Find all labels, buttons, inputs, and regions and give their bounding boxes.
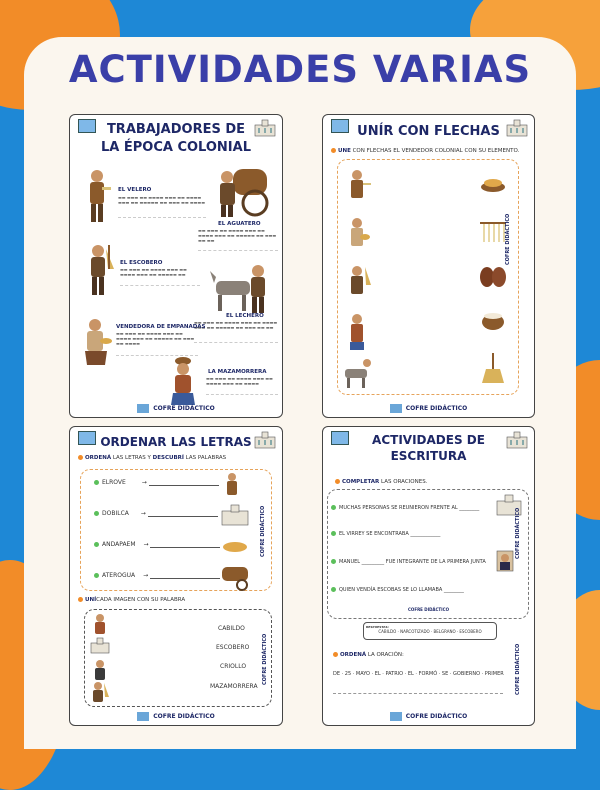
sentence-4: QUIEN VENDÍA ESCOBAS SE LO LLAMABA ________ — [331, 587, 464, 593]
sheet2-footer — [323, 404, 534, 413]
sheet4-brand: COFRE DIDÁCTICO — [405, 713, 468, 720]
worksheet-ordenar-letras — [69, 426, 283, 726]
aguatero-figure-icon — [215, 163, 270, 218]
cabildo-icon — [222, 505, 248, 525]
word-bank-words: CABILDO · NARCOTIZADO · BELGRANO · ESCOBERO — [378, 629, 482, 634]
sheet1-title-line1: TRABAJADORES DE — [106, 122, 246, 137]
label-aguatero: EL AGUATERO — [218, 221, 261, 227]
match-word-4: MAZAMORRERA — [210, 683, 258, 690]
label-escobero: EL ESCOBERO — [120, 260, 163, 266]
sheet4-side-brand2: COFRE DIDÁCTICO — [515, 643, 521, 695]
bullet-icon — [333, 652, 338, 657]
mazamorrera-figure-icon — [166, 355, 200, 407]
label-mazamorrera: LA MAZAMORRERA — [208, 369, 267, 375]
sheet4-instruction2: ORDENÁ LA ORACIÓN: — [333, 652, 404, 658]
sheet2-elements-column — [478, 173, 508, 393]
word-bank — [363, 622, 497, 640]
belgrano-portrait-icon — [497, 551, 513, 571]
sheet1-brand: COFRE DIDÁCTICO — [153, 405, 215, 412]
bullet-icon — [331, 559, 336, 564]
scrambled-sentence: DE · 25 · MAYO · EL · PATRIO · EL · FORMÓ · SE · GOBIERNO · PRIMER — [333, 671, 504, 677]
page-title: ACTIVIDADES VARIAS — [68, 48, 532, 91]
escobero-figure-icon — [93, 682, 109, 702]
sentence-3: MANUEL _________ FUE INTEGRANTE DE LA PRIMERA JUNTA — [331, 559, 486, 565]
bullet-icon — [331, 148, 336, 153]
velero-figure-icon — [227, 473, 237, 495]
text-velero: ▬▬ ▬▬▬ ▬▬ ▬▬▬▬ ▬▬▬ ▬▬ ▬▬▬▬ ▬▬▬ ▬▬ ▬▬▬▬▬ ▬▬ ▬▬▬ ▬▬ ▬▬▬▬ — [118, 195, 206, 218]
empanada-icon — [223, 542, 247, 552]
match-word-3: CRIOLLO — [220, 663, 247, 670]
cabildo-icon — [91, 638, 109, 653]
word-row-2: DOBILCA → — [94, 510, 218, 517]
sheet4-instruction: COMPLETAR LAS ORACIONES. — [335, 479, 427, 485]
jugs-icon — [480, 267, 506, 287]
text-lechero: ▬▬ ▬▬▬ ▬▬ ▬▬▬▬ ▬▬▬ ▬▬ ▬▬▬▬ ▬▬▬ ▬▬ ▬▬▬▬▬ ▬▬ ▬▬▬ ▬▬ ▬▬ — [194, 320, 278, 343]
lechero-figure-icon — [345, 359, 371, 388]
sheet3-match-icons — [90, 613, 110, 705]
empanadas-icon — [481, 179, 505, 192]
text-aguatero: ▬▬ ▬▬▬ ▬▬ ▬▬▬▬ ▬▬▬ ▬▬ ▬▬▬▬ ▬▬▬ ▬▬ ▬▬▬▬▬ ▬▬ ▬▬▬ ▬▬ ▬▬ — [198, 228, 278, 251]
sheet4-side-brand: COFRE DIDÁCTICO — [515, 507, 521, 559]
mazamorrera-figure-icon — [95, 614, 105, 634]
velero-figure-icon — [351, 170, 371, 198]
pot-icon — [482, 313, 504, 330]
sheet3-brand: COFRE DIDÁCTICO — [153, 713, 215, 720]
sheet3-side-brand: COFRE DIDÁCTICO — [260, 505, 266, 557]
aguatero-figure-icon — [222, 567, 248, 590]
sheet4-title-line2: ESCRITURA — [390, 449, 467, 463]
sheet2-instruction: UNE CON FLECHAS EL VENDEDOR COLONIAL CON SU ELEMENTO. — [331, 148, 519, 154]
sheet4-footer — [323, 712, 534, 721]
sheet2-title: UNÍR CON FLECHAS — [357, 124, 500, 139]
sheet3-box2 — [84, 609, 272, 707]
sheet3-instruction: ORDENÁ LAS LETRAS Y DESCUBRÍ LAS PALABRAS — [78, 455, 226, 461]
cofre-footer-icon — [390, 404, 402, 413]
label-velero: EL VELERO — [118, 187, 152, 193]
label-lechero: EL LECHERO — [226, 313, 264, 319]
match-word-1: CABILDO — [218, 625, 245, 632]
sheet4-title-line1: ACTIVIDADES DE — [372, 433, 485, 447]
sheet4-inner-footer: COFRE DIDÁCTICO — [408, 607, 449, 612]
worksheet-unir-flechas — [322, 114, 535, 418]
sheet3-side-brand2: COFRE DIDÁCTICO — [262, 633, 268, 685]
bullet-icon — [78, 455, 83, 460]
sentence-1: MUCHAS PERSONAS SE REUNIERON FRENTE AL ________ — [331, 505, 479, 511]
mazamorrera-figure-icon — [350, 314, 364, 350]
lechero-figure-icon — [210, 263, 270, 315]
sheet3-hint-icons — [220, 471, 254, 591]
sentence-2: EL VIRREY SE ENCONTRABA ____________ — [331, 531, 440, 537]
worksheet-escritura — [322, 426, 535, 726]
sheet2-brand: COFRE DIDÁCTICO — [405, 405, 468, 412]
label-empanadas: VENDEDORA DE EMPANADAS — [116, 324, 206, 330]
brooms-icon — [482, 353, 504, 383]
bullet-icon — [94, 573, 99, 578]
bullet-icon — [331, 505, 336, 510]
text-mazamorrera: ▬▬ ▬▬▬ ▬▬ ▬▬▬▬ ▬▬▬ ▬▬ ▬▬▬▬ ▬▬▬ ▬▬ ▬▬▬▬ — [206, 376, 278, 395]
sheet3-footer — [70, 712, 282, 721]
candles-icon — [480, 222, 506, 242]
word-bank-title: RESPUESTAS: — [366, 625, 389, 629]
cofre-footer-icon — [137, 404, 149, 413]
answer-line-1 — [333, 693, 503, 694]
bullet-icon — [94, 511, 99, 516]
text-empanadas: ▬▬ ▬▬▬ ▬▬ ▬▬▬▬ ▬▬▬ ▬▬ ▬▬▬▬ ▬▬▬ ▬▬ ▬▬▬▬▬ ▬▬ ▬▬▬ ▬▬ ▬▬▬▬ — [116, 331, 198, 356]
sheet2-side-brand: COFRE DIDÁCTICO — [505, 213, 511, 265]
bullet-icon — [94, 542, 99, 547]
empanadas-figure-icon — [351, 218, 370, 246]
bullet-icon — [331, 587, 336, 592]
velero-figure-icon — [82, 167, 112, 227]
sheet2-vendors-column — [345, 167, 373, 392]
cofre-footer-icon — [137, 712, 149, 721]
bullet-icon — [78, 597, 83, 602]
word-row-1: ELROVE → — [94, 479, 219, 486]
word-row-3: ANDAPAEM → — [94, 541, 220, 548]
worksheet-trabajadores — [69, 114, 283, 418]
sheet3-instruction2: UNÍCADA IMAGEN CON SU PALABRA — [78, 597, 185, 603]
sheet1-footer — [70, 404, 282, 413]
bullet-icon — [335, 479, 340, 484]
match-word-2: ESCOBERO — [216, 644, 250, 651]
text-escobero: ▬▬ ▬▬▬ ▬▬ ▬▬▬▬ ▬▬▬ ▬▬ ▬▬▬▬ ▬▬▬ ▬▬ ▬▬▬▬▬ ▬▬ — [120, 267, 200, 286]
criollo-figure-icon — [95, 660, 105, 680]
word-row-4: ATEROGUA → — [94, 572, 220, 579]
empanadas-figure-icon — [80, 317, 112, 367]
sheet1-title-line2: LA ÉPOCA COLONIAL — [101, 140, 251, 155]
sheet3-title: ORDENAR LAS LETRAS — [100, 435, 252, 449]
bullet-icon — [94, 480, 99, 485]
bullet-icon — [331, 531, 336, 536]
cofre-footer-icon — [390, 712, 402, 721]
escobero-figure-icon — [84, 243, 116, 298]
escobero-figure-icon — [351, 266, 371, 294]
